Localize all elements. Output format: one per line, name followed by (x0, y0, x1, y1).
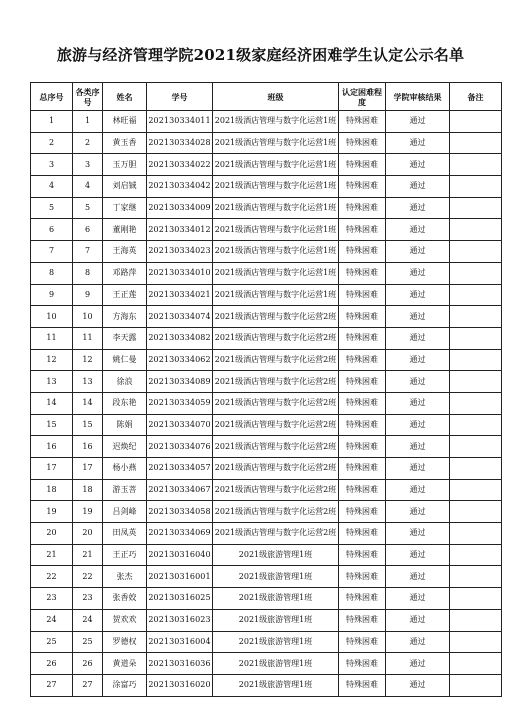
cell-student-id: 202130334062 (147, 349, 213, 371)
cell-student-id: 202130334070 (147, 414, 213, 436)
cell-name: 徐浪 (103, 371, 147, 393)
cell-level: 特殊困难 (339, 132, 386, 154)
cell-class: 2021级酒店管理与数字化运营2班 (213, 501, 339, 523)
cell-name: 贺欢欢 (103, 609, 147, 631)
cell-class-no: 25 (73, 631, 103, 653)
cell-remark (450, 609, 502, 631)
cell-overall-no: 13 (31, 371, 73, 393)
cell-level: 特殊困难 (339, 284, 386, 306)
cell-class: 2021级旅游管理1班 (213, 674, 339, 696)
cell-name: 王正巧 (103, 544, 147, 566)
table-row (31, 479, 502, 501)
table-row (31, 609, 502, 631)
cell-name: 吕剑峰 (103, 501, 147, 523)
cell-remark (450, 262, 502, 284)
cell-result: 通过 (386, 436, 450, 458)
cell-remark (450, 501, 502, 523)
cell-overall-no: 16 (31, 436, 73, 458)
cell-overall-no: 8 (31, 262, 73, 284)
cell-level: 特殊困难 (339, 436, 386, 458)
cell-remark (450, 392, 502, 414)
cell-overall-no: 19 (31, 501, 73, 523)
cell-overall-no: 20 (31, 523, 73, 545)
cell-overall-no: 5 (31, 197, 73, 219)
cell-result: 通过 (386, 176, 450, 198)
cell-result: 通过 (386, 479, 450, 501)
cell-result: 通过 (386, 371, 450, 393)
cell-student-id: 202130334009 (147, 197, 213, 219)
cell-name: 刘启铖 (103, 176, 147, 198)
table-header-row (31, 83, 502, 111)
cell-remark (450, 306, 502, 328)
cell-name: 林旺福 (103, 111, 147, 133)
cell-name: 玉万胆 (103, 154, 147, 176)
cell-class-no: 13 (73, 371, 103, 393)
cell-class: 2021级酒店管理与数字化运营1班 (213, 111, 339, 133)
cell-level: 特殊困难 (339, 197, 386, 219)
table-row (31, 566, 502, 588)
cell-class: 2021级酒店管理与数字化运营2班 (213, 327, 339, 349)
cell-name: 陈娟 (103, 414, 147, 436)
page-title: 旅游与经济管理学院2021级家庭经济困难学生认定公示名单 (56, 46, 465, 64)
cell-level: 特殊困难 (339, 154, 386, 176)
cell-remark (450, 284, 502, 306)
cell-class: 2021级酒店管理与数字化运营2班 (213, 306, 339, 328)
cell-class-no: 22 (73, 566, 103, 588)
cell-student-id: 202130334010 (147, 262, 213, 284)
cell-result: 通过 (386, 458, 450, 480)
cell-level: 特殊困难 (339, 479, 386, 501)
cell-remark (450, 371, 502, 393)
table-row (31, 371, 502, 393)
cell-level: 特殊困难 (339, 674, 386, 696)
cell-name: 张香姣 (103, 588, 147, 610)
cell-class: 2021级酒店管理与数字化运营1班 (213, 241, 339, 263)
cell-level: 特殊困难 (339, 111, 386, 133)
cell-class: 2021级旅游管理1班 (213, 609, 339, 631)
cell-class-no: 12 (73, 349, 103, 371)
cell-level: 特殊困难 (339, 631, 386, 653)
cell-name: 黄道朵 (103, 653, 147, 675)
cell-overall-no: 3 (31, 154, 73, 176)
cell-remark (450, 544, 502, 566)
table-row (31, 523, 502, 545)
cell-result: 通过 (386, 609, 450, 631)
cell-level: 特殊困难 (339, 414, 386, 436)
cell-class-no: 15 (73, 414, 103, 436)
cell-level: 特殊困难 (339, 349, 386, 371)
cell-class-no: 14 (73, 392, 103, 414)
cell-level: 特殊困难 (339, 176, 386, 198)
header-overall-no: 总序号 (31, 83, 73, 111)
table-row (31, 674, 502, 696)
cell-remark (450, 523, 502, 545)
cell-class-no: 4 (73, 176, 103, 198)
cell-result: 通过 (386, 501, 450, 523)
cell-overall-no: 9 (31, 284, 73, 306)
table-row (31, 284, 502, 306)
cell-class: 2021级酒店管理与数字化运营1班 (213, 132, 339, 154)
cell-student-id: 202130334021 (147, 284, 213, 306)
table-row (31, 544, 502, 566)
cell-overall-no: 6 (31, 219, 73, 241)
cell-remark (450, 674, 502, 696)
cell-name: 黄玉香 (103, 132, 147, 154)
cell-result: 通过 (386, 566, 450, 588)
cell-remark (450, 349, 502, 371)
cell-class: 2021级酒店管理与数字化运营2班 (213, 479, 339, 501)
table-row (31, 588, 502, 610)
cell-student-id: 202130334023 (147, 241, 213, 263)
cell-class: 2021级旅游管理1班 (213, 588, 339, 610)
cell-name: 李天露 (103, 327, 147, 349)
cell-student-id: 202130316025 (147, 588, 213, 610)
table-row (31, 154, 502, 176)
cell-student-id: 202130334042 (147, 176, 213, 198)
header-level: 认定困难程度 (339, 83, 386, 111)
cell-result: 通过 (386, 111, 450, 133)
cell-result: 通过 (386, 306, 450, 328)
cell-student-id: 202130334067 (147, 479, 213, 501)
cell-name: 丁家继 (103, 197, 147, 219)
cell-class: 2021级酒店管理与数字化运营1班 (213, 154, 339, 176)
cell-class-no: 19 (73, 501, 103, 523)
cell-name: 罗德权 (103, 631, 147, 653)
table-row (31, 219, 502, 241)
cell-level: 特殊困难 (339, 653, 386, 675)
cell-level: 特殊困难 (339, 501, 386, 523)
cell-class: 2021级酒店管理与数字化运营2班 (213, 371, 339, 393)
cell-remark (450, 111, 502, 133)
cell-remark (450, 631, 502, 653)
cell-student-id: 202130334012 (147, 219, 213, 241)
table-row (31, 414, 502, 436)
cell-name: 王正莲 (103, 284, 147, 306)
cell-result: 通过 (386, 674, 450, 696)
cell-student-id: 202130316020 (147, 674, 213, 696)
cell-class-no: 17 (73, 458, 103, 480)
cell-class: 2021级旅游管理1班 (213, 631, 339, 653)
cell-student-id: 202130316036 (147, 653, 213, 675)
header-student-id: 学号 (147, 83, 213, 111)
cell-class-no: 7 (73, 241, 103, 263)
cell-student-id: 202130334069 (147, 523, 213, 545)
cell-class-no: 3 (73, 154, 103, 176)
cell-class-no: 11 (73, 327, 103, 349)
cell-student-id: 202130334059 (147, 392, 213, 414)
cell-result: 通过 (386, 392, 450, 414)
cell-student-id: 202130334076 (147, 436, 213, 458)
cell-result: 通过 (386, 219, 450, 241)
cell-remark (450, 479, 502, 501)
cell-remark (450, 176, 502, 198)
cell-name: 董刚艳 (103, 219, 147, 241)
cell-remark (450, 327, 502, 349)
table-row (31, 197, 502, 219)
cell-student-id: 202130334082 (147, 327, 213, 349)
cell-remark (450, 241, 502, 263)
cell-class: 2021级酒店管理与数字化运营2班 (213, 458, 339, 480)
cell-level: 特殊困难 (339, 458, 386, 480)
cell-level: 特殊困难 (339, 371, 386, 393)
roster-table (30, 82, 502, 697)
cell-name: 迟焕纪 (103, 436, 147, 458)
cell-student-id: 202130316023 (147, 609, 213, 631)
cell-class: 2021级酒店管理与数字化运营2班 (213, 414, 339, 436)
cell-class-no: 6 (73, 219, 103, 241)
cell-remark (450, 414, 502, 436)
cell-result: 通过 (386, 241, 450, 263)
header-result: 学院审核结果 (386, 83, 450, 111)
table-row (31, 349, 502, 371)
table-row (31, 392, 502, 414)
cell-name: 涂富巧 (103, 674, 147, 696)
cell-level: 特殊困难 (339, 241, 386, 263)
cell-student-id: 202130334022 (147, 154, 213, 176)
cell-overall-no: 15 (31, 414, 73, 436)
header-name: 姓名 (103, 83, 147, 111)
cell-overall-no: 14 (31, 392, 73, 414)
table-row (31, 306, 502, 328)
cell-class: 2021级酒店管理与数字化运营1班 (213, 219, 339, 241)
cell-remark (450, 154, 502, 176)
cell-class: 2021级酒店管理与数字化运营1班 (213, 197, 339, 219)
cell-student-id: 202130334074 (147, 306, 213, 328)
cell-class: 2021级酒店管理与数字化运营1班 (213, 176, 339, 198)
table-row (31, 501, 502, 523)
table-row (31, 132, 502, 154)
cell-class-no: 18 (73, 479, 103, 501)
cell-overall-no: 27 (31, 674, 73, 696)
cell-result: 通过 (386, 414, 450, 436)
cell-class-no: 8 (73, 262, 103, 284)
cell-class-no: 20 (73, 523, 103, 545)
cell-result: 通过 (386, 284, 450, 306)
cell-result: 通过 (386, 154, 450, 176)
table-row (31, 436, 502, 458)
cell-level: 特殊困难 (339, 544, 386, 566)
cell-overall-no: 22 (31, 566, 73, 588)
cell-name: 邓路萍 (103, 262, 147, 284)
cell-level: 特殊困难 (339, 523, 386, 545)
cell-remark (450, 566, 502, 588)
cell-result: 通过 (386, 197, 450, 219)
cell-student-id: 202130334089 (147, 371, 213, 393)
cell-student-id: 202130316001 (147, 566, 213, 588)
cell-level: 特殊困难 (339, 392, 386, 414)
cell-class: 2021级旅游管理1班 (213, 653, 339, 675)
cell-name: 方海东 (103, 306, 147, 328)
cell-name: 王海英 (103, 241, 147, 263)
cell-level: 特殊困难 (339, 609, 386, 631)
cell-level: 特殊困难 (339, 327, 386, 349)
cell-class-no: 10 (73, 306, 103, 328)
table-row (31, 262, 502, 284)
cell-remark (450, 197, 502, 219)
cell-remark (450, 458, 502, 480)
cell-level: 特殊困难 (339, 566, 386, 588)
cell-remark (450, 132, 502, 154)
cell-overall-no: 10 (31, 306, 73, 328)
table-row (31, 631, 502, 653)
cell-class-no: 1 (73, 111, 103, 133)
cell-class: 2021级酒店管理与数字化运营2班 (213, 392, 339, 414)
cell-class: 2021级旅游管理1班 (213, 544, 339, 566)
cell-class: 2021级酒店管理与数字化运营2班 (213, 349, 339, 371)
cell-overall-no: 21 (31, 544, 73, 566)
cell-overall-no: 1 (31, 111, 73, 133)
cell-name: 张杰 (103, 566, 147, 588)
table-body (31, 111, 502, 697)
cell-class-no: 9 (73, 284, 103, 306)
cell-class: 2021级旅游管理1班 (213, 566, 339, 588)
cell-class-no: 21 (73, 544, 103, 566)
table-row (31, 653, 502, 675)
cell-result: 通过 (386, 631, 450, 653)
cell-class-no: 5 (73, 197, 103, 219)
cell-class-no: 27 (73, 674, 103, 696)
cell-overall-no: 26 (31, 653, 73, 675)
cell-class: 2021级酒店管理与数字化运营2班 (213, 436, 339, 458)
cell-class: 2021级酒店管理与数字化运营1班 (213, 262, 339, 284)
cell-name: 田凤英 (103, 523, 147, 545)
cell-student-id: 202130334057 (147, 458, 213, 480)
header-class-no: 各类序号 (73, 83, 103, 111)
cell-remark (450, 588, 502, 610)
cell-level: 特殊困难 (339, 262, 386, 284)
cell-student-id: 202130334011 (147, 111, 213, 133)
cell-remark (450, 436, 502, 458)
cell-class-no: 2 (73, 132, 103, 154)
header-remark: 备注 (450, 83, 502, 111)
cell-level: 特殊困难 (339, 219, 386, 241)
cell-class-no: 24 (73, 609, 103, 631)
table-row (31, 327, 502, 349)
table-row (31, 111, 502, 133)
header-class: 班级 (213, 83, 339, 111)
cell-overall-no: 4 (31, 176, 73, 198)
cell-result: 通过 (386, 349, 450, 371)
cell-student-id: 202130334028 (147, 132, 213, 154)
cell-result: 通过 (386, 588, 450, 610)
cell-remark (450, 653, 502, 675)
cell-result: 通过 (386, 132, 450, 154)
cell-class-no: 23 (73, 588, 103, 610)
cell-name: 杨小燕 (103, 458, 147, 480)
cell-overall-no: 25 (31, 631, 73, 653)
cell-overall-no: 17 (31, 458, 73, 480)
cell-result: 通过 (386, 262, 450, 284)
cell-overall-no: 18 (31, 479, 73, 501)
cell-student-id: 202130316040 (147, 544, 213, 566)
cell-class-no: 16 (73, 436, 103, 458)
table-row (31, 241, 502, 263)
cell-overall-no: 24 (31, 609, 73, 631)
cell-overall-no: 7 (31, 241, 73, 263)
cell-result: 通过 (386, 327, 450, 349)
cell-overall-no: 2 (31, 132, 73, 154)
cell-class: 2021级酒店管理与数字化运营1班 (213, 284, 339, 306)
cell-overall-no: 12 (31, 349, 73, 371)
cell-class-no: 26 (73, 653, 103, 675)
cell-name: 姚仁曼 (103, 349, 147, 371)
cell-level: 特殊困难 (339, 306, 386, 328)
cell-student-id: 202130316004 (147, 631, 213, 653)
cell-student-id: 202130334058 (147, 501, 213, 523)
cell-remark (450, 219, 502, 241)
table-row (31, 458, 502, 480)
cell-class: 2021级酒店管理与数字化运营2班 (213, 523, 339, 545)
cell-result: 通过 (386, 523, 450, 545)
cell-name: 游玉菩 (103, 479, 147, 501)
cell-overall-no: 11 (31, 327, 73, 349)
cell-result: 通过 (386, 544, 450, 566)
table-row (31, 176, 502, 198)
cell-result: 通过 (386, 653, 450, 675)
cell-level: 特殊困难 (339, 588, 386, 610)
cell-name: 段东艳 (103, 392, 147, 414)
cell-overall-no: 23 (31, 588, 73, 610)
